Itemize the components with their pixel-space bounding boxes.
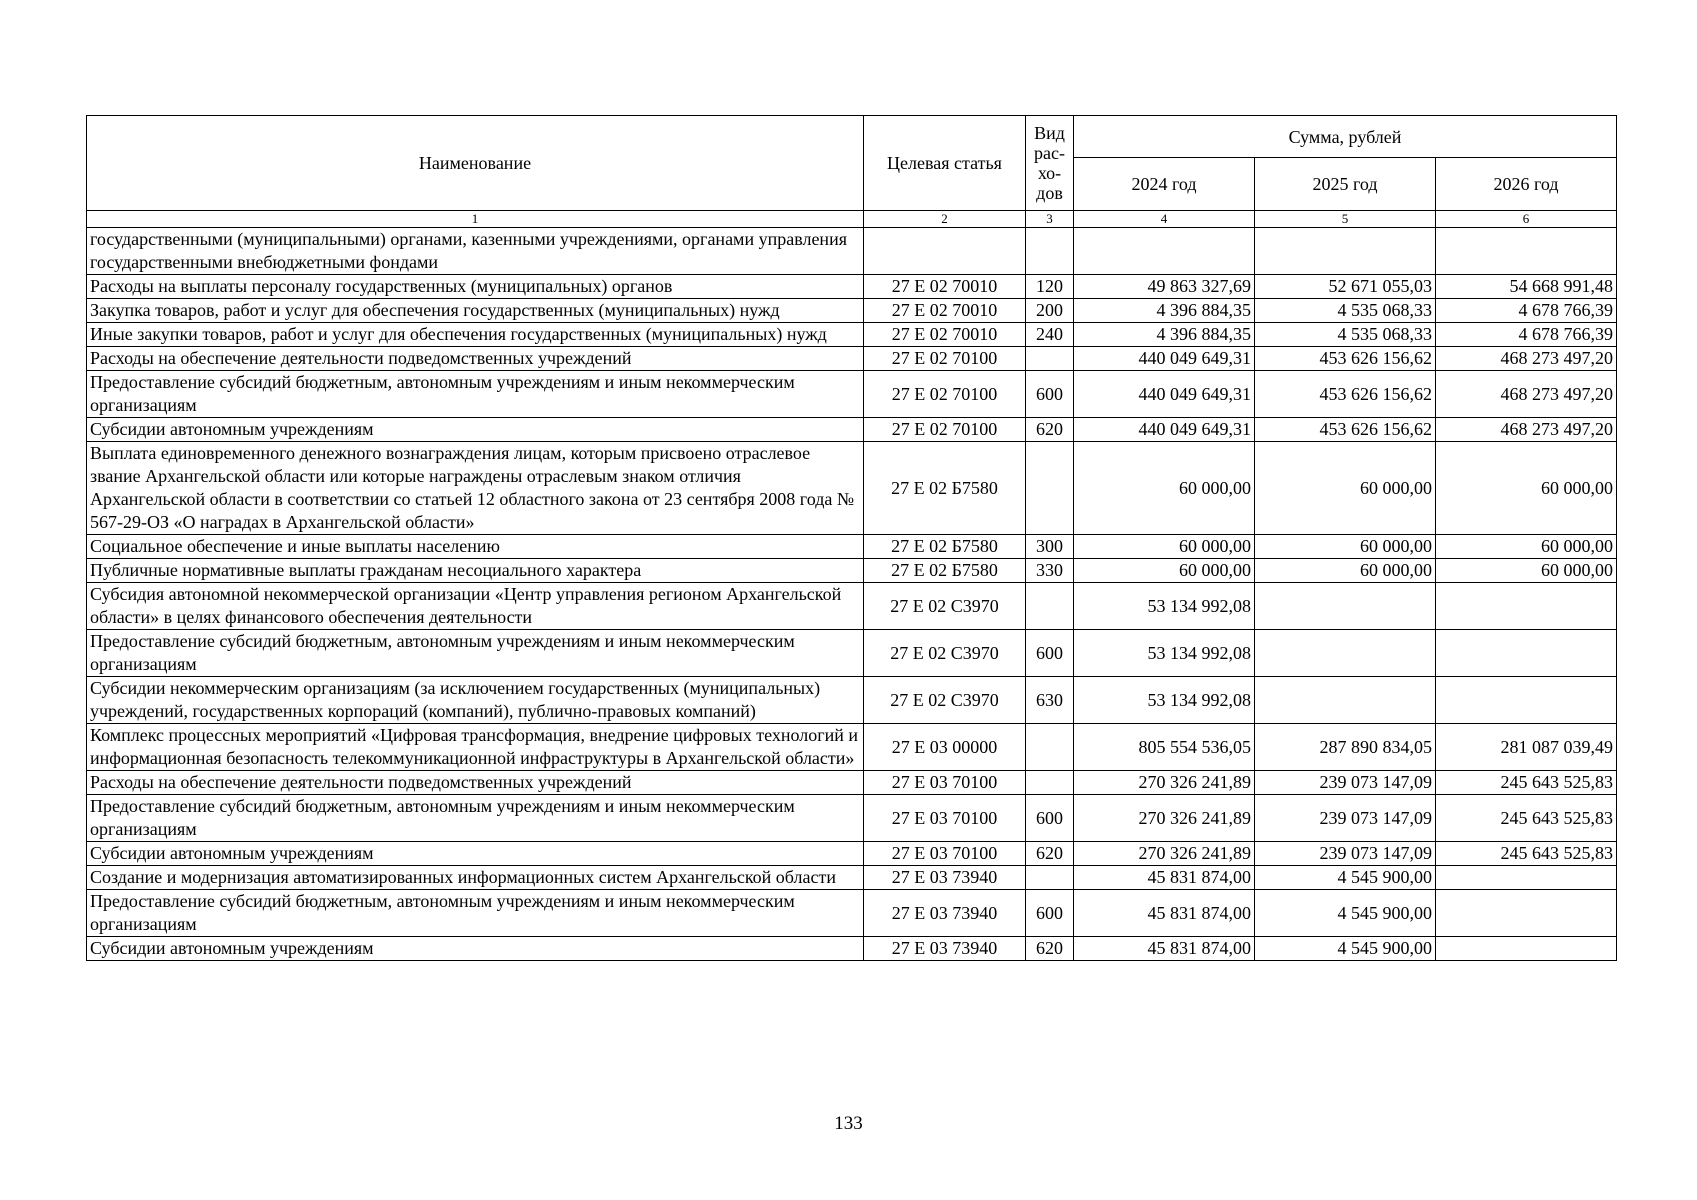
- row-sum-2025: 4 545 900,00: [1255, 890, 1436, 937]
- header-sum: Сумма, рублей: [1074, 116, 1617, 158]
- table-row: [87, 842, 1617, 866]
- row-sum-2026: 468 273 497,20: [1436, 371, 1617, 418]
- table-row: [87, 771, 1617, 795]
- row-expense-type: 620: [1026, 418, 1074, 442]
- row-expense-type: 600: [1026, 890, 1074, 937]
- row-sum-2026: 245 643 525,83: [1436, 795, 1617, 842]
- row-expense-type: [1026, 442, 1074, 535]
- row-sum-2025: [1255, 228, 1436, 275]
- row-sum-2026: 245 643 525,83: [1436, 842, 1617, 866]
- row-sum-2026: 281 087 039,49: [1436, 724, 1617, 771]
- row-target-article: 27 Е 02 Б7580: [864, 559, 1026, 583]
- row-expense-type: 620: [1026, 937, 1074, 961]
- row-sum-2024: 60 000,00: [1074, 442, 1255, 535]
- table-row: [87, 275, 1617, 299]
- table-row: [87, 630, 1617, 677]
- row-sum-2026: 60 000,00: [1436, 535, 1617, 559]
- row-expense-type: [1026, 866, 1074, 890]
- row-sum-2026: [1436, 228, 1617, 275]
- row-name: Предоставление субсидий бюджетным, автономным учреждениям и иным некоммерческим организациям: [87, 371, 864, 418]
- table-row: [87, 535, 1617, 559]
- column-number-row: [87, 211, 1617, 228]
- table-row: [87, 299, 1617, 323]
- row-sum-2026: [1436, 583, 1617, 630]
- row-expense-type: 240: [1026, 323, 1074, 347]
- row-target-article: [864, 228, 1026, 275]
- row-name: Предоставление субсидий бюджетным, автономным учреждениям и иным некоммерческим организациям: [87, 795, 864, 842]
- row-sum-2026: 468 273 497,20: [1436, 347, 1617, 371]
- row-expense-type: 200: [1026, 299, 1074, 323]
- row-sum-2025: 239 073 147,09: [1255, 795, 1436, 842]
- row-target-article: 27 Е 02 Б7580: [864, 535, 1026, 559]
- row-expense-type: 620: [1026, 842, 1074, 866]
- table-row: [87, 724, 1617, 771]
- row-sum-2025: 52 671 055,03: [1255, 275, 1436, 299]
- row-name: Предоставление субсидий бюджетным, автономным учреждениям и иным некоммерческим организациям: [87, 890, 864, 937]
- row-name: Создание и модернизация автоматизированных информационных систем Архангельской области: [87, 866, 864, 890]
- table-row: [87, 866, 1617, 890]
- table-row: [87, 890, 1617, 937]
- row-sum-2024: 4 396 884,35: [1074, 323, 1255, 347]
- column-number: 4: [1074, 211, 1255, 228]
- header-name: Наименование: [87, 116, 864, 211]
- row-sum-2025: 4 545 900,00: [1255, 866, 1436, 890]
- header-expense-type: Вид рас-хо-дов: [1026, 116, 1074, 211]
- header-year-2024: 2024 год: [1074, 158, 1255, 211]
- row-sum-2025: 453 626 156,62: [1255, 371, 1436, 418]
- row-name: Публичные нормативные выплаты гражданам несоциального характера: [87, 559, 864, 583]
- row-target-article: 27 Е 02 Б7580: [864, 442, 1026, 535]
- row-sum-2024: 440 049 649,31: [1074, 371, 1255, 418]
- row-sum-2024: 805 554 536,05: [1074, 724, 1255, 771]
- row-name: государственными (муниципальными) органами, казенными учреждениями, органами управления государственными внебюджетными фондами: [87, 228, 864, 275]
- row-sum-2026: [1436, 937, 1617, 961]
- row-sum-2025: 60 000,00: [1255, 442, 1436, 535]
- row-name: Субсидии автономным учреждениям: [87, 937, 864, 961]
- row-sum-2024: 45 831 874,00: [1074, 866, 1255, 890]
- row-target-article: 27 Е 02 70100: [864, 371, 1026, 418]
- row-sum-2024: 270 326 241,89: [1074, 842, 1255, 866]
- row-sum-2025: 60 000,00: [1255, 559, 1436, 583]
- row-expense-type: 630: [1026, 677, 1074, 724]
- row-sum-2025: 4 535 068,33: [1255, 299, 1436, 323]
- column-number: 5: [1255, 211, 1436, 228]
- row-target-article: 27 Е 03 73940: [864, 937, 1026, 961]
- row-sum-2026: [1436, 677, 1617, 724]
- table-row: [87, 583, 1617, 630]
- table-row: [87, 442, 1617, 535]
- row-sum-2024: 270 326 241,89: [1074, 771, 1255, 795]
- row-name: Субсидии некоммерческим организациям (за исключением государственных (муниципальных) учреждений, государственных корпораций (компаний), публично-правовых компаний): [87, 677, 864, 724]
- row-name: Расходы на обеспечение деятельности подведомственных учреждений: [87, 347, 864, 371]
- column-number: 1: [87, 211, 864, 228]
- row-target-article: 27 Е 03 73940: [864, 890, 1026, 937]
- column-number: 2: [864, 211, 1026, 228]
- row-sum-2024: 49 863 327,69: [1074, 275, 1255, 299]
- row-sum-2024: 4 396 884,35: [1074, 299, 1255, 323]
- row-sum-2024: [1074, 228, 1255, 275]
- table-row: [87, 795, 1617, 842]
- row-sum-2024: 53 134 992,08: [1074, 630, 1255, 677]
- table-row: [87, 418, 1617, 442]
- row-sum-2024: 60 000,00: [1074, 535, 1255, 559]
- row-expense-type: [1026, 228, 1074, 275]
- row-sum-2025: 4 535 068,33: [1255, 323, 1436, 347]
- row-sum-2025: 453 626 156,62: [1255, 347, 1436, 371]
- row-sum-2026: 4 678 766,39: [1436, 299, 1617, 323]
- row-sum-2024: 270 326 241,89: [1074, 795, 1255, 842]
- column-number: 3: [1026, 211, 1074, 228]
- budget-table: [86, 115, 1617, 961]
- row-target-article: 27 Е 02 70100: [864, 347, 1026, 371]
- row-expense-type: 600: [1026, 630, 1074, 677]
- row-name: Иные закупки товаров, работ и услуг для обеспечения государственных (муниципальных) нужд: [87, 323, 864, 347]
- table-row: [87, 371, 1617, 418]
- row-sum-2025: [1255, 583, 1436, 630]
- row-target-article: 27 Е 03 00000: [864, 724, 1026, 771]
- row-target-article: 27 Е 02 70010: [864, 275, 1026, 299]
- row-sum-2024: 45 831 874,00: [1074, 937, 1255, 961]
- row-name: Предоставление субсидий бюджетным, автономным учреждениям и иным некоммерческим организациям: [87, 630, 864, 677]
- row-name: Субсидии автономным учреждениям: [87, 418, 864, 442]
- row-name: Субсидия автономной некоммерческой организации «Центр управления регионом Архангельской области» в целях финансового обеспечения деятельности: [87, 583, 864, 630]
- row-target-article: 27 Е 03 70100: [864, 795, 1026, 842]
- header-year-2025: 2025 год: [1255, 158, 1436, 211]
- table-row: [87, 937, 1617, 961]
- row-sum-2025: [1255, 630, 1436, 677]
- column-number: 6: [1436, 211, 1617, 228]
- row-sum-2025: 239 073 147,09: [1255, 842, 1436, 866]
- row-target-article: 27 Е 02 С3970: [864, 583, 1026, 630]
- row-target-article: 27 Е 03 70100: [864, 842, 1026, 866]
- row-sum-2024: 440 049 649,31: [1074, 418, 1255, 442]
- row-expense-type: 120: [1026, 275, 1074, 299]
- row-name: Выплата единовременного денежного вознаграждения лицам, которым присвоено отраслевое звание Архангельской области или которые награждены отраслевым знаком отличия Архангельской области в соответствии со статьей 12 областного закона от 23 сентября 2008 года № 567-29-ОЗ «О наградах в Архангельской области»: [87, 442, 864, 535]
- row-expense-type: [1026, 583, 1074, 630]
- row-target-article: 27 Е 03 73940: [864, 866, 1026, 890]
- row-sum-2026: 60 000,00: [1436, 559, 1617, 583]
- page-number: 133: [834, 1113, 863, 1134]
- row-sum-2024: 53 134 992,08: [1074, 677, 1255, 724]
- row-target-article: 27 Е 02 70010: [864, 299, 1026, 323]
- table-row: [87, 347, 1617, 371]
- row-target-article: 27 Е 02 70100: [864, 418, 1026, 442]
- row-sum-2026: 54 668 991,48: [1436, 275, 1617, 299]
- header-target-article: Целевая статья: [864, 116, 1026, 211]
- row-sum-2025: 239 073 147,09: [1255, 771, 1436, 795]
- row-expense-type: 600: [1026, 371, 1074, 418]
- row-target-article: 27 Е 02 С3970: [864, 677, 1026, 724]
- row-name: Комплекс процессных мероприятий «Цифровая трансформация, внедрение цифровых технологий и информационная безопасность телекоммуникационной инфраструктуры в Архангельской области»: [87, 724, 864, 771]
- row-sum-2026: [1436, 890, 1617, 937]
- row-sum-2025: 4 545 900,00: [1255, 937, 1436, 961]
- row-sum-2026: [1436, 630, 1617, 677]
- row-target-article: 27 Е 02 70010: [864, 323, 1026, 347]
- row-sum-2024: 53 134 992,08: [1074, 583, 1255, 630]
- row-name: Закупка товаров, работ и услуг для обеспечения государственных (муниципальных) нужд: [87, 299, 864, 323]
- row-sum-2026: 60 000,00: [1436, 442, 1617, 535]
- table-row: [87, 559, 1617, 583]
- row-expense-type: [1026, 771, 1074, 795]
- row-sum-2025: 287 890 834,05: [1255, 724, 1436, 771]
- row-target-article: 27 Е 03 70100: [864, 771, 1026, 795]
- row-target-article: 27 Е 02 С3970: [864, 630, 1026, 677]
- row-expense-type: [1026, 724, 1074, 771]
- row-sum-2025: 60 000,00: [1255, 535, 1436, 559]
- table-row: [87, 228, 1617, 275]
- row-expense-type: [1026, 347, 1074, 371]
- row-sum-2025: [1255, 677, 1436, 724]
- row-sum-2024: 440 049 649,31: [1074, 347, 1255, 371]
- row-sum-2024: 45 831 874,00: [1074, 890, 1255, 937]
- row-sum-2026: 245 643 525,83: [1436, 771, 1617, 795]
- row-sum-2025: 453 626 156,62: [1255, 418, 1436, 442]
- row-sum-2026: 468 273 497,20: [1436, 418, 1617, 442]
- row-expense-type: 300: [1026, 535, 1074, 559]
- row-sum-2026: 4 678 766,39: [1436, 323, 1617, 347]
- row-name: Расходы на выплаты персоналу государственных (муниципальных) органов: [87, 275, 864, 299]
- row-sum-2026: [1436, 866, 1617, 890]
- table-row: [87, 323, 1617, 347]
- row-name: Расходы на обеспечение деятельности подведомственных учреждений: [87, 771, 864, 795]
- row-name: Субсидии автономным учреждениям: [87, 842, 864, 866]
- table-row: [87, 677, 1617, 724]
- row-name: Социальное обеспечение и иные выплаты населению: [87, 535, 864, 559]
- row-sum-2024: 60 000,00: [1074, 559, 1255, 583]
- header-year-2026: 2026 год: [1436, 158, 1617, 211]
- row-expense-type: 330: [1026, 559, 1074, 583]
- row-expense-type: 600: [1026, 795, 1074, 842]
